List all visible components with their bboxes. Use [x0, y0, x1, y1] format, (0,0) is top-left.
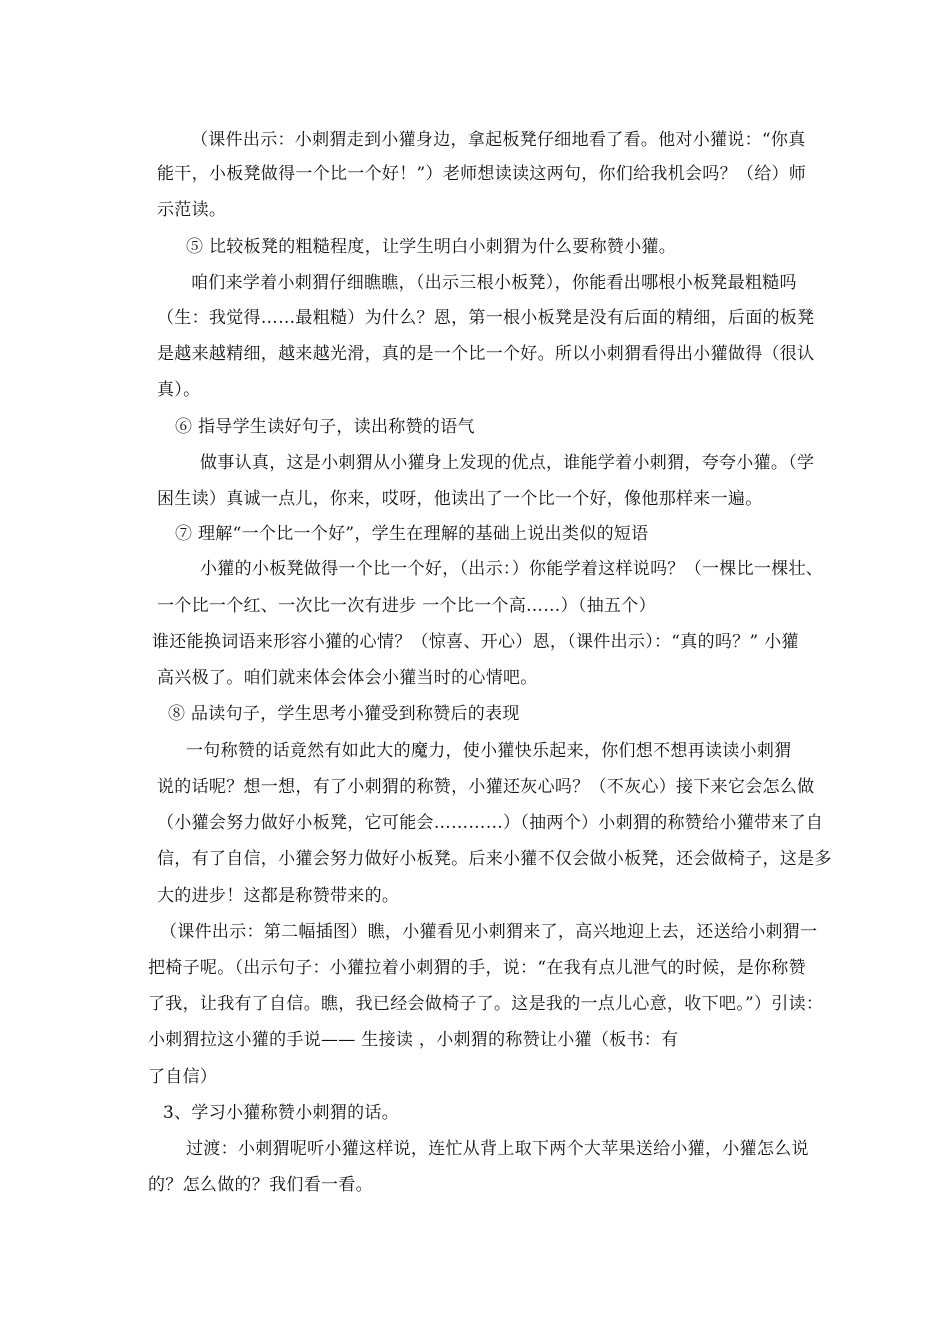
paragraph-line: 做事认真，这是小刺猬从小獾身上发现的优点，谁能学着小刺猬，夸夸小獾。（学	[200, 453, 815, 473]
paragraph-line: 了我，让我有了自信。瞧，我已经会做椅子了。这是我的一点儿心意，收下吧。”）引读：	[148, 994, 824, 1014]
paragraph-line: 的？怎么做的？我们看一看。	[148, 1175, 373, 1195]
paragraph-line: 是越来越精细，越来越光滑，真的是一个比一个好。所以小刺猬看得出小獾做得（很认	[157, 344, 815, 364]
paragraph-line: 高兴极了。咱们就来体会体会小獾当时的心情吧。	[157, 668, 538, 688]
paragraph-line: 能干，小板凳做得一个比一个好！”）老师想读读这两句，你们给我机会吗？（给）师	[157, 164, 807, 184]
paragraph-line: 小獾的小板凳做得一个比一个好，（出示：）你能学着这样说吗？（一棵比一棵壮、	[200, 559, 824, 579]
section-heading: ⑧ 品读句子，学生思考小獾受到称赞后的表现	[168, 704, 520, 724]
paragraph-line: 小刺猬拉这小獾的手说—— 生接读 ，小刺猬的称赞让小獾（板书：有	[148, 1030, 679, 1050]
paragraph-line: （课件出示：小刺猬走到小獾身边，拿起板凳仔细地看了看。他对小獾说：“你真	[191, 130, 806, 150]
paragraph-line: （生：我觉得……最粗糙）为什么？恩，第一根小板凳是没有后面的精细，后面的板凳	[157, 308, 815, 328]
section-heading: ⑦ 理解“一个比一个好”，学生在理解的基础上说出类似的短语	[175, 524, 649, 544]
section-heading: ⑤ 比较板凳的粗糙程度，让学生明白小刺猬为什么要称赞小獾。	[186, 237, 677, 257]
paragraph-line: 示范读。	[157, 200, 227, 220]
paragraph-line: 说的话呢？想一想，有了小刺猬的称赞，小獾还灰心吗？（不灰心）接下来它会怎么做	[157, 777, 815, 797]
paragraph-line: 困生读）真诚一点儿，你来，哎呀，他读出了一个比一个好，像他那样来一遍。	[157, 489, 763, 509]
paragraph-line: 咱们来学着小刺猬仔细瞧瞧，（出示三根小板凳），你能看出哪根小板凳最粗糙吗	[191, 273, 797, 293]
paragraph-line: （小獾会努力做好小板凳，它可能会…………）（抽两个）小刺猬的称赞给小獾带来了自	[157, 813, 824, 833]
paragraph-line: 谁还能换词语来形容小獾的心情？（惊喜、开心）恩，（课件出示）：“真的吗？” 小獾	[152, 632, 799, 652]
paragraph-line: 真）。	[157, 380, 201, 400]
paragraph-line: 一个比一个红、一次比一次有进步 一个比一个高……）（抽五个）	[157, 596, 656, 616]
paragraph-line: 过渡：小刺猬呢听小獾这样说，连忙从背上取下两个大苹果送给小獾，小獾怎么说	[186, 1139, 809, 1159]
paragraph-line: 了自信）	[148, 1067, 218, 1087]
paragraph-line: （课件出示：第二幅插图）瞧，小獾看见小刺猬来了，高兴地迎上去，还送给小刺猬一	[160, 922, 818, 942]
paragraph-line: 信，有了自信，小獾会努力做好小板凳。后来小獾不仅会做小板凳，还会做椅子，这是多	[157, 849, 832, 869]
section-heading: 3、学习小獾称赞小刺猬的话。	[163, 1103, 400, 1123]
section-heading: ⑥ 指导学生读好句子，读出称赞的语气	[175, 417, 475, 437]
paragraph-line: 把椅子呢。（出示句子：小獾拉着小刺猬的手，说：“在我有点儿泄气的时候，是你称赞	[148, 958, 806, 978]
paragraph-line: 一句称赞的话竟然有如此大的魔力，使小獾快乐起来，你们想不想再读读小刺猬	[186, 741, 792, 761]
paragraph-line: 大的进步！这都是称赞带来的。	[157, 886, 400, 906]
